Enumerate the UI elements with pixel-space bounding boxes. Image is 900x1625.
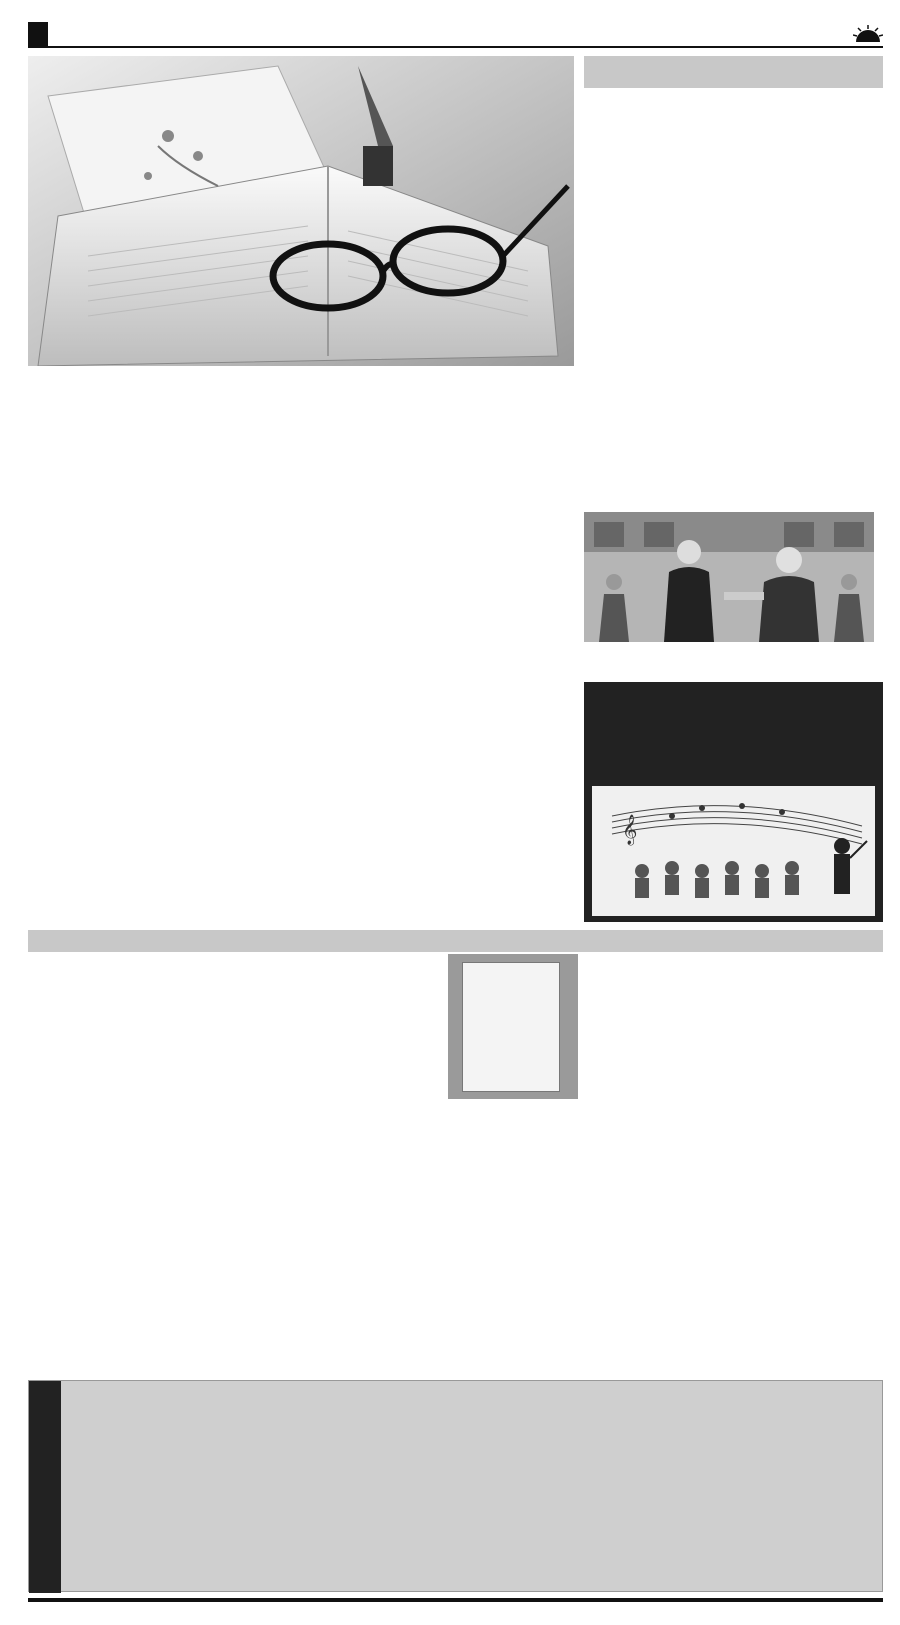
page-number [28, 22, 48, 46]
horoscopes-section [28, 1380, 883, 1592]
main-column-1 [28, 490, 158, 920]
cervantes-column-1 [584, 134, 729, 506]
main-column-2 [166, 612, 291, 922]
rayuela-photo [448, 954, 578, 1099]
maga-column-5 [740, 954, 883, 1372]
sun-logo-icon [853, 24, 883, 44]
primavera-box [584, 682, 883, 922]
cervantes-photo [584, 512, 874, 642]
footer-rule [28, 1598, 883, 1602]
main-photo-book-glasses [28, 56, 574, 366]
maga-column-3b [448, 1160, 578, 1372]
maga-column-1 [28, 992, 168, 1372]
maga-top-band [28, 930, 883, 952]
maga-column-2 [178, 992, 306, 1372]
svg-text:𝄞: 𝄞 [622, 815, 638, 845]
main-column-4 [441, 490, 574, 922]
rayuela-book-cover [462, 962, 560, 1092]
award-ceremony-illustration [584, 512, 874, 642]
maga-column-3 [314, 992, 442, 1372]
orchestra-illustration [592, 786, 875, 916]
cervantes-column-2 [737, 134, 883, 506]
book-glasses-illustration [28, 56, 574, 366]
main-column-3 [301, 612, 431, 922]
maga-column-4 [586, 954, 732, 1372]
horoscopes-label-bar [29, 1381, 61, 1593]
cervantes-top-band [584, 56, 883, 88]
page-header [28, 22, 883, 48]
